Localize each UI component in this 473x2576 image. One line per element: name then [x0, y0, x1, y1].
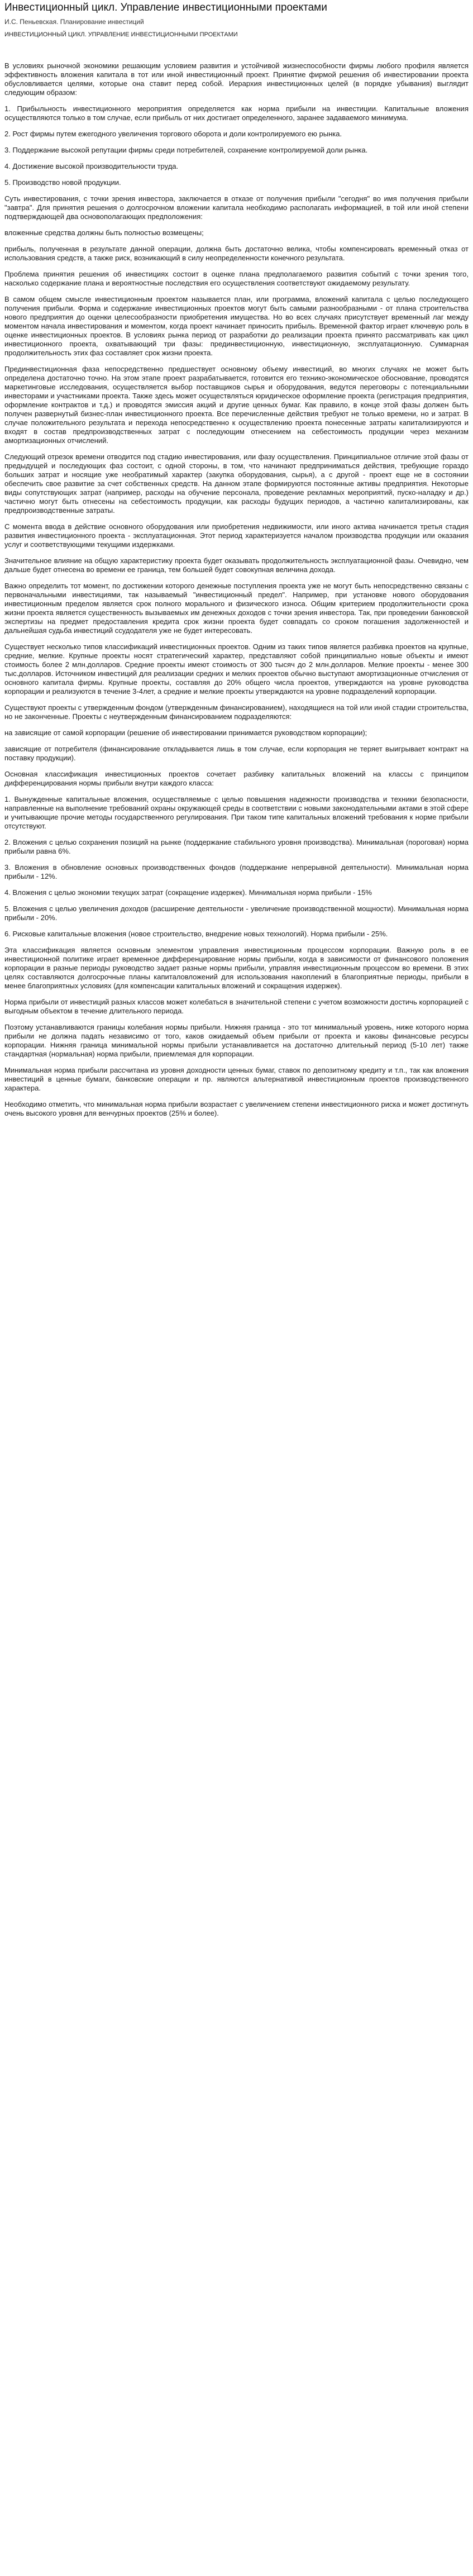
- article-paragraph: 5. Вложения с целью увеличения доходов (расширение деятельности - увеличение производственной мощности). Минимальная норма прибыли - 20%.: [4, 904, 469, 922]
- article-paragraph: Следующий отрезок времени отводится под стадию инвестирования, или фазу осуществления. Принципиальное отличие этой фазы от предыдущей и последующих фаз состоит, с одной стороны, в том, что начинают предприниматься действия, требующие гораздо больших затрат и носящие уже необратимый характер (закупка оборудования, сырья), а с другой - проект еще не в состоянии обеспечить свое развитие за счет собственных средств. На данном этапе формируются постоянные активы предприятия. Некоторые виды сопутствующих затрат (например, расходы на обучение персонала, проведение рекламных мероприятий, пуско-наладку и др.) частично могут быть отнесены на себестоимость продукции, как расходы будущих периодов, а частично капитализированы, как предпроизводственные затраты.: [4, 453, 469, 515]
- article-paragraph: 4. Вложения с целью экономии текущих затрат (сокращение издержек). Минимальная норма прибыли - 15%: [4, 888, 372, 897]
- article-paragraph: 1. Прибыльность инвестиционного мероприятия определяется как норма прибыли на инвестиции. Капитальные вложения осуществляются только в том случае, если прибыль от них достигает определенного, заранее задаваемого минимума.: [4, 104, 469, 122]
- article-paragraph: 4. Достижение высокой производительности труда.: [4, 162, 179, 170]
- article-paragraph: вложенные средства должны быть полностью возмещены;: [4, 228, 204, 237]
- article-paragraph: Суть инвестирования, с точки зрения инвестора, заключается в отказе от получения прибыли "сегодня" во имя получения прибыли "завтра". Для принятия решения о долгосрочном вложении капитала необходимо располагать информацией, в той или иной степени подтверждающей два основополагающих предположения:: [4, 194, 469, 221]
- article-paragraph: 1. Вынужденные капитальные вложения, осуществляемые с целью повышения надежности производства и техники безопасности, направленные на выполнение требований охраны окружающей среды в соответствии с новыми законодательными актами в этой сфере и учитывающие прочие методы государственного регулирования. При таком типе капитальных вложений требования к норме прибыли отсутствуют.: [4, 795, 469, 830]
- article-paragraph: Необходимо отметить, что минимальная норма прибыли возрастает с увеличением степени инвестиционного риска и может достигнуть очень высокого уровня для венчурных проектов (25% и более).: [4, 1100, 469, 1117]
- article-paragraph: на зависящие от самой корпорации (решение об инвестировании принимается руководством корпорации);: [4, 728, 367, 737]
- article-paragraph: Проблема принятия решения об инвестициях состоит в оценке плана предполагаемого развития событий с точки зрения того, насколько содержание плана и вероятностные последствия его осуществления соответствуют ожидаемому результату.: [4, 270, 469, 287]
- article-subheading: ИНВЕСТИЦИОННЫЙ ЦИКЛ. УПРАВЛЕНИЕ ИНВЕСТИЦИОННЫМИ ПРОЕКТАМИ: [4, 31, 238, 38]
- article-title: Инвестиционный цикл. Управление инвестиционными проектами: [4, 2, 327, 13]
- article-paragraph: 2. Рост фирмы путем ежегодного увеличения торгового оборота и доли контролируемого ею рынка.: [4, 130, 342, 138]
- article-paragraph: 3. Поддержание высокой репутации фирмы среди потребителей, сохранение контролируемой доли рынка.: [4, 146, 368, 154]
- article-paragraph: Норма прибыли от инвестиций разных классов может колебаться в значительной степени с учетом возможности достичь корпорацией с выгодным объектом в течение длительного периода.: [4, 998, 469, 1015]
- article-paragraph: Поэтому устанавливаются границы колебания нормы прибыли. Нижняя граница - это тот минимальный уровень, ниже которого норма прибыли не должна падать независимо от того, каков ожидаемый объем прибыли от проекта и каковы финансовые ресурсы корпорации. Нижняя граница минимальной нормы прибыли устанавливается на достаточно длительный период (5-10 лет) также стандартная (нормальная) норма прибыли, приемлемая для корпорации.: [4, 1023, 469, 1058]
- article-paragraph: Прединвестиционная фаза непосредственно предшествует основному объему инвестиций, во многих случаях не может быть определена достаточно точно. На этом этапе проект разрабатывается, готовится его технико-экономическое обоснование, проводятся маркетинговые исследования, осуществляется выбор поставщиков сырья и оборудования, ведутся переговоры с потенциальными инвесторами и участниками проекта. Также здесь может осуществляться юридическое оформление проекта (регистрация предприятия, оформление контрактов и т.д.) и проводятся эмиссия акций и другие ценных бумаг. Как правило, в конце этой фазы должен быть получен развернутый бизнес-план инвестиционного проекта. Все перечисленные действия требуют не только времени, но и затрат. В случае положительного результата и перехода непосредственно к осуществлению проекта понесенные затраты капитализируются и входят в состав предпроизводственных затрат с последующим отнесением на себестоимость продукции через механизм амортизационных отчислений.: [4, 365, 469, 445]
- article-paragraph: С момента ввода в действие основного оборудования или приобретения недвижимости, или иного актива начинается третья стадия развития инвестиционного проекта - эксплуатационная. Этот период характеризуется началом производства продукции или оказания услуг и соответствующими текущими издержками.: [4, 522, 469, 549]
- article-paragraph: 6. Рисковые капитальные вложения (новое строительство, внедрение новых технологий). Норма прибыли - 25%.: [4, 930, 388, 938]
- article-paragraph: 3. Вложения в обновление основных производственных фондов (поддержание непрерывной деятельности). Минимальная норма прибыли - 12%.: [4, 863, 469, 880]
- article-paragraph: Эта классификация является основным элементом управления инвестиционным процессом корпорации. Важную роль в ее инвестиционной политике играет временное дифференцирование нормы прибыли, когда в зависимости от финансового положения корпорации в разные периоды руководство задает разные нормы прибыли, управляя инвестиционным процессом во времени. В этих целях составляются долгосрочные планы капиталовложений для использования накоплений в благоприятные периоды, прибыли в менее благоприятных условиях (для компенсации капитальных вложений и сокращения издержек).: [4, 946, 469, 990]
- article-body: [4, 61, 469, 1118]
- article-paragraph: зависящие от потребителя (финансирование откладывается лишь в том случае, если корпорация не теряет выигрывает контракт на поставку продукции).: [4, 745, 469, 762]
- article-page: [0, 0, 473, 1131]
- article-paragraph: Существует несколько типов классификаций инвестиционных проектов. Одним из таких типов является разбивка проектов на крупные, средние, мелкие. Крупные проекты носят стратегический характер, представляют собой принципиально новые объекты и имеют стоимость более 2 млн.долларов. Средние проекты имеют стоимость от 300 тысяч до 2 млн.долларов. Мелкие проекты - менее 300 тыс.долларов. Источником инвестиций для реализации средних и мелких проектов обычно выступают амортизационные отчисления от основного капитала фирмы. Крупные проекты, составляя до 20% общего числа проектов, утверждаются на уровне руководства корпорации и реализуются в течение 3-4лет, а средние и мелкие проекты утверждаются на уровне подразделений корпорации.: [4, 642, 469, 696]
- article-paragraph: Существуют проекты с утвержденным фондом (утвержденным финансированием), находящиеся на той или иной стадии строительства, но не законченные. Проекты с неутвержденным финансированием подразделяются:: [4, 703, 469, 721]
- article-paragraph: В самом общем смысле инвестиционным проектом называется план, или программа, вложений капитала с целью последующего получения прибыли. Форма и содержание инвестиционных проектов могут быть самыми разнообразными - от плана строительства нового предприятия до оценки целесообразности приобретения имущества. Но во всех случаях присутствует временный лаг между моментом начала инвестирования и моментом, когда проект начинает приносить прибыль. Временной фактор играет ключевую роль в оценке инвестиционных проектов. В условиях рынка период от разработки до реализации проекта принято рассматривать как цикл инвестиционного проекта, охватывающий три фазы: прединвестиционную, инвестиционную, эксплуатационную. Суммарная продолжительность этих фаз составляет срок жизни проекта.: [4, 295, 469, 357]
- article-paragraph: Важно определить тот момент, по достижении которого денежные поступления проекта уже не могут быть непосредственно связаны с первоначальными инвестициями, так называемый "инвестиционный предел". Например, при установке нового оборудования инвестиционным пределом является срок полного морального и физического износа. Общим критерием продолжительности срока жизни проекта является существенность вызываемых им денежных доходов с точки зрения инвестора. Так, при проведении банковской экспертизы на предмет предоставления кредита срок жизни проекта будет совпадать со сроком погашения задолженностей и дальнейшая судьба инвестиций ссудодателя уже не будет интересовать.: [4, 582, 469, 635]
- article-paragraph: прибыль, полученная в результате данной операции, должна быть достаточно велика, чтобы компенсировать временный отказ от использования средств, а также риск, возникающий в силу неопределенности конечного результата.: [4, 245, 469, 262]
- article-paragraph: Основная классификация инвестиционных проектов сочетает разбивку капитальных вложений на классы с принципом дифференцирования нормы прибыли внутри каждого класса:: [4, 770, 469, 787]
- article-paragraph: 2. Вложения с целью сохранения позиций на рынке (поддержание стабильного уровня производства). Минимальная (пороговая) норма прибыли равна 6%.: [4, 838, 469, 855]
- article-paragraph: 5. Производство новой продукции.: [4, 178, 121, 187]
- article-paragraph: Значительное влияние на общую характеристику проекта будет оказывать продолжительность эксплуатационной фазы. Очевидно, чем дальше будет отнесена во времени ее граница, тем большей будет совокупная величина дохода.: [4, 556, 469, 574]
- article-byline: И.С. Пеньевская. Планирование инвестиций: [4, 18, 144, 26]
- article-paragraph: В условиях рыночной экономики решающим условием развития и устойчивой жизнеспособности фирмы любого профиля является эффективность вложения капитала в тот или иной инвестиционный проект. Принятие фирмой решения об инвестировании проекта обусловливается целями, которые она ставит перед собой. Иерархия инвестиционных целей (в порядке убывания) выглядит следующим образом:: [4, 61, 469, 97]
- article-paragraph: Минимальная норма прибыли рассчитана из уровня доходности ценных бумаг, ставок по депозитному кредиту и т.п., так как вложения инвестиций в ценные бумаги, банковские операции и пр. являются альтернативой инвестиционным проектов производственного характера.: [4, 1066, 469, 1092]
